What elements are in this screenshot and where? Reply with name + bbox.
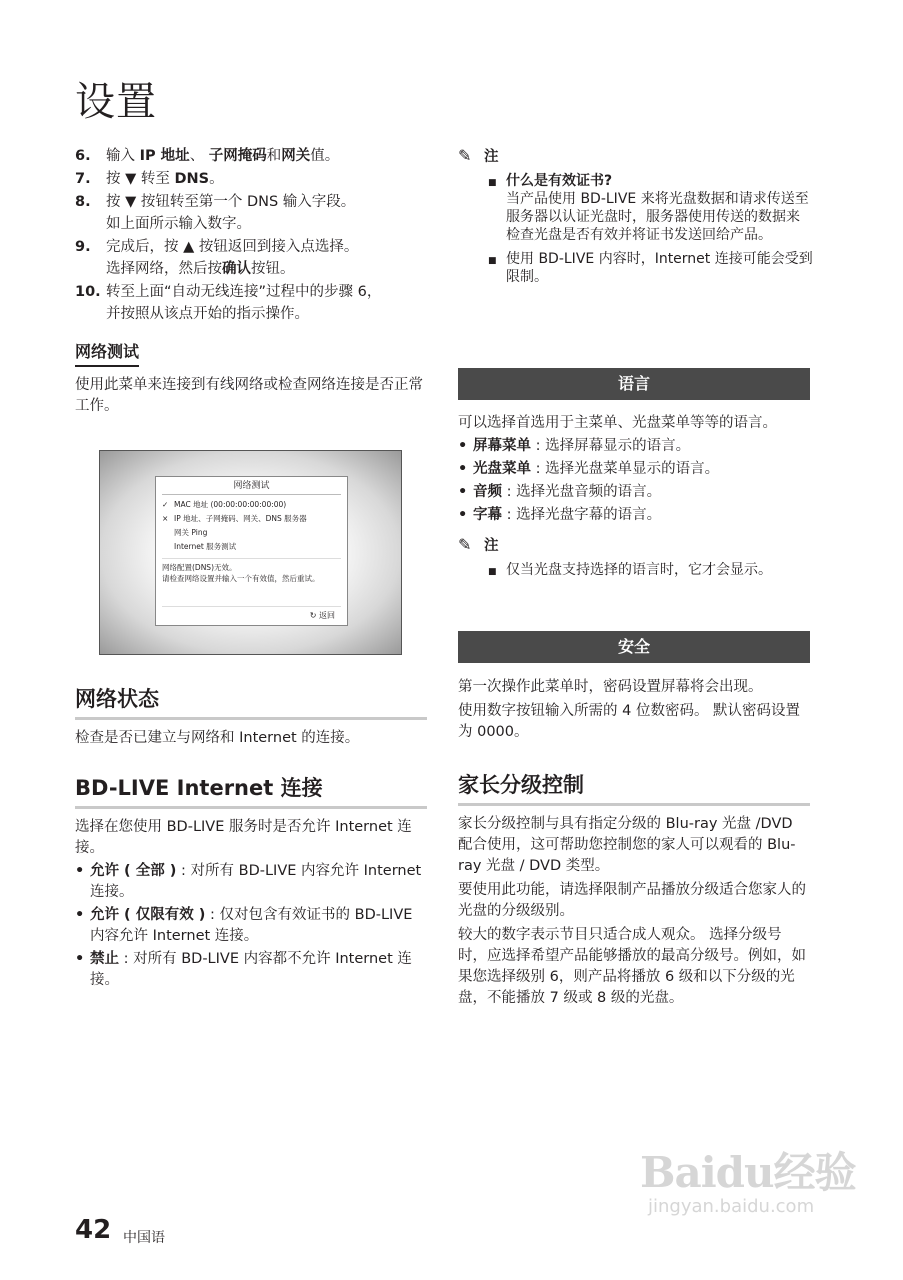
bdlive-option-desc: : 仅对包含有效证书的 BD-LIVE 内容允许 Internet 连接。	[90, 907, 413, 944]
step-number: 7.	[75, 171, 91, 187]
square-bullet-icon: ■	[488, 256, 497, 266]
language-option	[458, 436, 810, 457]
step-line: 按 ▼ 转至 DNS。	[106, 171, 224, 187]
bullet-dot-icon: •	[75, 907, 85, 923]
step-text	[106, 145, 430, 167]
security-p2: 使用数字按钮输入所需的 4 位数密码。 默认密码设置为 0000。	[458, 703, 801, 740]
language-option-term: 音频	[473, 484, 502, 500]
note-heading	[458, 145, 813, 166]
dialog-row	[156, 526, 347, 540]
note-label: 注	[484, 149, 499, 165]
baidu-watermark	[640, 1140, 860, 1250]
square-bullet-icon: ■	[488, 178, 497, 188]
language-note-item: ■ 仅当光盘支持选择的语言时，它才会显示。	[458, 561, 810, 581]
left-column	[75, 145, 430, 417]
network-test-desc: 使用此菜单来连接到有线网络或检查网络连接是否正常工作。	[75, 377, 423, 414]
language-option-term: 屏幕菜单	[473, 438, 531, 454]
check-icon: ✓	[162, 500, 169, 509]
step-text	[106, 281, 430, 325]
dialog-row-label: 网关 Ping	[174, 528, 208, 537]
step-line: 选择网络，然后按确认按钮。	[106, 261, 295, 277]
bdlive-option	[75, 949, 427, 991]
page-number: 42	[75, 1215, 112, 1245]
step-text	[106, 168, 430, 190]
security-bar: 安全	[458, 631, 810, 663]
dialog-row-label: MAC 地址 (00:00:00:00:00:00)	[174, 500, 287, 509]
network-test-heading: 网络测试	[75, 339, 139, 367]
right-column	[458, 145, 813, 286]
language-note-heading	[458, 534, 810, 555]
step-item	[75, 145, 430, 167]
bdlive-option-desc: : 对所有 BD-LIVE 内容都不允许 Internet 连接。	[90, 951, 412, 988]
watermark-logo: Baidu经验	[640, 1148, 856, 1197]
parental-p1: 家长分级控制与具有指定分级的 Blu-ray 光盘 /DVD 配合使用，这可帮助您控制您的家人可以观看的 Blu-ray 光盘 / DVD 类型。	[458, 816, 796, 874]
dialog-row	[156, 512, 347, 526]
note-body: 当产品使用 BD-LIVE 来将光盘数据和请求传送至服务器以认证光盘时，服务器使用传送的数据来检查光盘是否有效并将证书发送回给产品。	[506, 191, 809, 243]
bdlive-option-desc: : 对所有 BD-LIVE 内容允许 Internet 连接。	[90, 863, 422, 900]
bullet-dot-icon: •	[458, 461, 468, 477]
step-item	[75, 281, 430, 325]
bdlive-option-term: 禁止	[90, 951, 119, 967]
dialog-message-line-2: 请检查网络设置并输入一个有效值，然后重试。	[162, 574, 320, 583]
language-option-desc: : 选择光盘音频的语言。	[502, 484, 662, 500]
language-option-term: 光盘菜单	[473, 461, 531, 477]
return-button[interactable]: ↻ 返回	[309, 611, 335, 620]
note-text	[506, 172, 813, 244]
bullet-dot-icon: •	[75, 863, 85, 879]
page-title: 设置	[75, 79, 157, 125]
language-option-text	[473, 482, 810, 503]
step-item	[75, 191, 430, 235]
step-line: 转至上面“自动无线连接”过程中的步骤 6，	[106, 284, 382, 300]
step-number: 8.	[75, 194, 91, 210]
network-status-heading: 网络状态	[75, 683, 427, 720]
step-number: 9.	[75, 239, 91, 255]
step-text	[106, 191, 430, 235]
dialog-row	[156, 540, 347, 554]
cross-icon: ×	[162, 514, 169, 523]
note-bold-title: 什么是有效证书?	[506, 173, 613, 189]
dialog-row-label: Internet 服务测试	[174, 542, 237, 551]
language-option-desc: : 选择屏幕显示的语言。	[531, 438, 691, 454]
note-text	[506, 250, 813, 286]
language-option-desc: : 选择光盘菜单显示的语言。	[531, 461, 720, 477]
step-line: 如上面所示输入数字。	[106, 216, 251, 232]
bdlive-heading: BD-LIVE Internet 连接	[75, 772, 427, 809]
language-option	[458, 459, 810, 480]
step-text	[106, 236, 430, 280]
security-p1: 第一次操作此菜单时，密码设置屏幕将会出现。	[458, 679, 763, 695]
network-test-dialog	[155, 476, 348, 626]
step-line: 按 ▼ 按钮转至第一个 DNS 输入字段。	[106, 194, 356, 210]
dialog-message-line-1: 网络配置(DNS)无效。	[162, 563, 237, 572]
bdlive-desc: 选择在您使用 BD-LIVE 服务时是否允许 Internet 连接。	[75, 819, 412, 856]
network-status-desc: 检查是否已建立与网络和 Internet 的连接。	[75, 730, 360, 746]
step-item	[75, 168, 430, 190]
step-item	[75, 236, 430, 280]
bdlive-option-text	[90, 861, 427, 903]
note-item	[458, 172, 813, 244]
network-status-section	[75, 683, 427, 749]
footer-language: 中国语	[123, 1230, 165, 1246]
language-option-desc: : 选择光盘字幕的语言。	[502, 507, 662, 523]
bullet-dot-icon: •	[458, 484, 468, 500]
bdlive-section	[75, 772, 427, 991]
language-section	[458, 368, 810, 581]
step-line: 并按照从该点开始的指示操作。	[106, 306, 309, 322]
language-desc: 可以选择首选用于主菜单、光盘菜单等等的语言。	[458, 415, 777, 431]
step-line: 完成后，按 ▲ 按钮返回到接入点选择。	[106, 239, 359, 255]
bullet-dot-icon: •	[458, 507, 468, 523]
language-option-term: 字幕	[473, 507, 502, 523]
square-bullet-icon: ■	[488, 567, 497, 577]
dialog-title: 网络测试	[162, 477, 341, 495]
bdlive-option-term: 允许 ( 全部 )	[90, 863, 177, 879]
language-bar: 语言	[458, 368, 810, 400]
language-option-text	[473, 505, 810, 526]
note-body: 使用 BD-LIVE 内容时，Internet 连接可能会受到限制。	[506, 251, 813, 285]
step-number: 10.	[75, 284, 101, 300]
language-option	[458, 505, 810, 526]
step-line: 输入 IP 地址、 子网掩码和网关值。	[106, 148, 340, 164]
note-item	[458, 250, 813, 286]
dialog-row-label: IP 地址、子网掩码、网关、DNS 服务器	[174, 514, 307, 523]
note-label: 注	[484, 538, 499, 554]
steps-list	[75, 145, 430, 325]
bdlive-option	[75, 905, 427, 947]
bdlive-option-text	[90, 905, 427, 947]
network-test-screenshot	[99, 450, 402, 655]
bdlive-option-term: 允许 ( 仅限有效 )	[90, 907, 206, 923]
pencil-icon: ✎	[458, 146, 472, 165]
parental-section	[458, 769, 810, 1009]
watermark-url: jingyan.baidu.com	[648, 1196, 815, 1217]
dialog-row	[156, 498, 347, 512]
step-number: 6.	[75, 148, 91, 164]
language-option	[458, 482, 810, 503]
parental-p3: 较大的数字表示节目只适合成人观众。 选择分级号时，应选择希望产品能够播放的最高分级号。例如，如果您选择级别 6，则产品将播放 6 级和以下分级的光盘，不能播放 7 级或 8 级的光盘。	[458, 927, 806, 1006]
dialog-message	[162, 558, 341, 584]
language-option-text	[473, 459, 810, 480]
parental-heading: 家长分级控制	[458, 769, 810, 806]
security-section	[458, 631, 810, 743]
language-option-text	[473, 436, 810, 457]
bullet-dot-icon: •	[75, 951, 85, 967]
bdlive-option	[75, 861, 427, 903]
bdlive-option-text	[90, 949, 427, 991]
parental-p2: 要使用此功能，请选择限制产品播放分级适合您家人的光盘的分级级别。	[458, 882, 806, 919]
network-test-section	[75, 339, 430, 417]
bullet-dot-icon: •	[458, 438, 468, 454]
pencil-icon: ✎	[458, 535, 472, 554]
